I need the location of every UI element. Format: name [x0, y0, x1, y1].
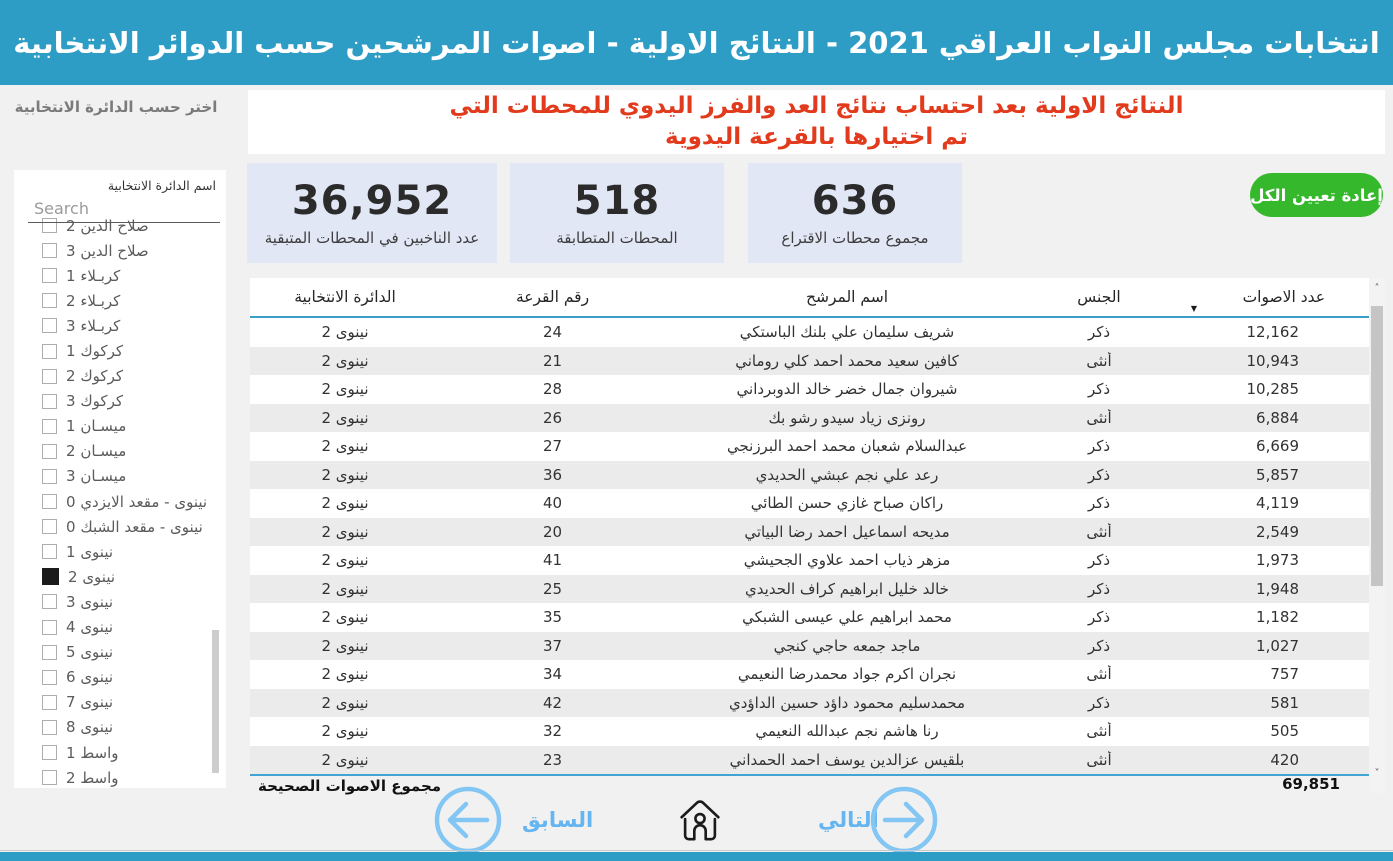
table-cell: نينوى 2: [321, 437, 369, 456]
table-row[interactable]: [250, 546, 1369, 575]
table-cell: 34: [542, 665, 563, 684]
checkbox[interactable]: [42, 268, 57, 283]
table-cell: أنثى: [1086, 665, 1112, 684]
slicer-item[interactable]: [14, 640, 226, 665]
table-cell: ذكر: [1087, 323, 1111, 342]
slicer-item-label: ميسـان 1: [66, 417, 127, 436]
next-page-button[interactable]: [868, 784, 940, 856]
district-slicer: [14, 170, 226, 788]
table-cell: نينوى 2: [321, 323, 369, 342]
table-cell: 32: [542, 722, 563, 741]
total-votes-value: 69,851: [1282, 775, 1340, 793]
table-cell: 25: [542, 579, 563, 598]
table-row[interactable]: [250, 347, 1369, 376]
table-cell: بلقيس عزالدين يوسف احمد الحمداني: [729, 750, 965, 769]
slicer-item-label: واسط 2: [66, 768, 119, 787]
slicer-item[interactable]: [14, 690, 226, 715]
col-header-candidate[interactable]: اسم المرشح: [805, 288, 889, 306]
table-cell: ذكر: [1087, 579, 1111, 598]
checkbox-checked[interactable]: [42, 568, 59, 585]
checkbox[interactable]: [42, 770, 57, 785]
table-cell: أنثى: [1086, 408, 1112, 427]
slicer-item[interactable]: [14, 489, 226, 514]
table-cell: 1,027: [1256, 636, 1299, 655]
table-cell: 10,943: [1246, 351, 1299, 370]
table-cell: نينوى 2: [321, 579, 369, 598]
table-cell: 20: [542, 522, 563, 541]
subtitle-text: النتائج الاولية بعد احتساب نتائج العد والفرز اليدوي للمحطات التي تم اختيارها بالقرعة اليدوية: [449, 92, 1184, 150]
kpi-label: مجموع محطات الاقتراع: [781, 228, 929, 247]
checkbox[interactable]: [42, 444, 57, 459]
col-header-gender[interactable]: الجنس: [1077, 288, 1121, 306]
table-cell: 36: [542, 465, 563, 484]
kpi-matching-stations: [510, 163, 724, 263]
slicer-search[interactable]: [28, 195, 220, 223]
checkbox[interactable]: [42, 544, 57, 559]
table-cell: رنا هاشم نجم عبدالله النعيمي: [755, 722, 939, 741]
table-cell: 35: [542, 608, 563, 627]
table-scrollbar-thumb[interactable]: [1371, 306, 1383, 586]
slicer-item[interactable]: [14, 439, 226, 464]
table-cell: 23: [542, 750, 563, 769]
arrow-right-icon: [885, 804, 922, 836]
sort-descending-icon[interactable]: ▼: [1190, 304, 1197, 313]
slicer-item-label: كربـلاء 1: [66, 266, 121, 285]
checkbox[interactable]: [42, 344, 57, 359]
table-scrollbar[interactable]: [1369, 278, 1385, 793]
checkbox[interactable]: [42, 645, 57, 660]
table-cell: نينوى 2: [321, 722, 369, 741]
slicer-item[interactable]: [14, 414, 226, 439]
table-cell: 10,285: [1246, 380, 1299, 399]
checkbox[interactable]: [42, 243, 57, 258]
slicer-item-label: كربـلاء 2: [66, 291, 121, 310]
slicer-item[interactable]: [14, 364, 226, 389]
table-cell: ذكر: [1087, 494, 1111, 513]
table-cell: 24: [542, 323, 563, 342]
table-cell: ذكر: [1087, 608, 1111, 627]
kpi-value: 636: [811, 177, 899, 224]
table-cell: 28: [542, 380, 563, 399]
page-title: انتخابات مجلس النواب العراقي 2021 - النتائج الاولية - اصوات المرشحين حسب الدوائر الانتخابية: [13, 25, 1380, 60]
slicer-item[interactable]: [14, 288, 226, 313]
table-cell: نينوى 2: [321, 465, 369, 484]
slicer-item[interactable]: [14, 715, 226, 740]
slicer-item-label: كركوك 2: [66, 367, 123, 386]
table-row[interactable]: [250, 461, 1369, 490]
table-row[interactable]: [250, 375, 1369, 404]
slicer-item-label: نينوى 1: [66, 542, 114, 561]
table-row[interactable]: [250, 489, 1369, 518]
slicer-item-label: نينوى 2: [68, 567, 116, 586]
kpi-value: 36,952: [291, 177, 453, 224]
table-cell: خالد خليل ابراهيم كراف الحديدي: [745, 579, 949, 598]
slicer-item[interactable]: [14, 765, 226, 788]
total-votes-label: مجموع الاصوات الصحيحة: [258, 777, 442, 795]
kpi-label: عدد الناخبين في المحطات المتبقية: [264, 228, 480, 247]
slicer-item-label: صلاح الدين 2: [66, 216, 149, 235]
table-header-row: [250, 278, 1369, 318]
table-cell: 41: [542, 551, 563, 570]
table-cell: ذكر: [1087, 636, 1111, 655]
table-cell: شريف سليمان علي بلنك الباستكي: [739, 323, 955, 342]
table-cell: نينوى 2: [321, 522, 369, 541]
slicer-item[interactable]: [14, 389, 226, 414]
table-cell: 581: [1270, 693, 1299, 712]
prev-page-label[interactable]: السابق: [522, 808, 594, 832]
table-cell: أنثى: [1086, 522, 1112, 541]
table-cell: مزهر ذياب احمد علاوي الجحيشي: [743, 551, 951, 570]
table-row[interactable]: [250, 632, 1369, 661]
table-cell: 12,162: [1246, 323, 1299, 342]
subtitle-panel: [248, 90, 1385, 154]
slicer-item-label: نينوى - مقعد الايزدي 0: [66, 492, 208, 511]
slicer-item-label: نينوى 6: [66, 668, 114, 687]
table-cell: نجران اكرم جواد محمدرضا النعيمي: [737, 665, 957, 684]
table-row[interactable]: [250, 575, 1369, 604]
slicer-item-label: ميسـان 2: [66, 442, 127, 461]
table-cell: رعد علي نجم عبشي الحديدي: [755, 465, 939, 484]
table-row[interactable]: [250, 717, 1369, 746]
table-body: [250, 318, 1369, 774]
table-cell: 26: [542, 408, 563, 427]
results-table: [250, 278, 1369, 776]
table-cell: نينوى 2: [321, 551, 369, 570]
checkbox[interactable]: [42, 720, 57, 735]
slicer-item-label: واسط 1: [66, 743, 119, 762]
table-cell: 2,549: [1256, 522, 1299, 541]
table-row[interactable]: [250, 746, 1369, 775]
slicer-item-label: ميسـان 3: [66, 467, 127, 486]
checkbox[interactable]: [42, 519, 57, 534]
table-cell: 40: [542, 494, 563, 513]
table-cell: كافين سعيد محمد احمد كلي روماني: [735, 351, 959, 370]
home-icon: [682, 802, 719, 840]
table-cell: نينوى 2: [321, 608, 369, 627]
table-cell: نينوى 2: [321, 665, 369, 684]
slicer-item[interactable]: [14, 238, 226, 263]
slicer-item-label: كركوك 1: [66, 342, 123, 361]
slicer-item[interactable]: [14, 338, 226, 363]
table-row[interactable]: [250, 660, 1369, 689]
slicer-item-label: نينوى 4: [66, 618, 114, 637]
checkbox[interactable]: [42, 695, 57, 710]
slicer-item[interactable]: [14, 263, 226, 288]
table-cell: 1,182: [1256, 608, 1299, 627]
checkbox[interactable]: [42, 369, 57, 384]
table-cell: نينوى 2: [321, 750, 369, 769]
table-row[interactable]: [250, 318, 1369, 347]
slicer-item-label: كربـلاء 3: [66, 316, 121, 335]
table-cell: ذكر: [1087, 380, 1111, 399]
slicer-item[interactable]: [14, 539, 226, 564]
search-input[interactable]: [34, 199, 226, 218]
table-cell: ذكر: [1087, 551, 1111, 570]
slicer-item[interactable]: [14, 589, 226, 614]
slicer-scrollbar-thumb[interactable]: [212, 630, 219, 773]
table-cell: نينوى 2: [321, 636, 369, 655]
slicer-item-label: نينوى - مقعد الشبك 0: [66, 517, 203, 536]
table-cell: 21: [542, 351, 563, 370]
table-cell: نينوى 2: [321, 693, 369, 712]
table-cell: ذكر: [1087, 437, 1111, 456]
table-cell: رونزى زياد سيدو رشو بك: [768, 408, 926, 427]
checkbox[interactable]: [42, 745, 57, 760]
slicer-item-label: صلاح الدين 3: [66, 241, 149, 260]
slicer-item[interactable]: [14, 740, 226, 765]
table-cell: 1,973: [1256, 551, 1299, 570]
table-cell: 5,857: [1256, 465, 1299, 484]
chevron-down-icon[interactable]: ˅: [1374, 768, 1380, 779]
table-row[interactable]: [250, 432, 1369, 461]
checkbox[interactable]: [42, 620, 57, 635]
slicer-item-label: نينوى 5: [66, 643, 114, 662]
slicer-field-label: اسم الدائرة الانتخابية: [107, 178, 216, 193]
checkbox[interactable]: [42, 494, 57, 509]
district-slicer-list: [14, 213, 226, 788]
app-header: [0, 0, 1393, 85]
table-cell: 1,948: [1256, 579, 1299, 598]
table-cell: نينوى 2: [321, 494, 369, 513]
slicer-item[interactable]: [14, 665, 226, 690]
table-cell: ذكر: [1087, 693, 1111, 712]
prev-page-button[interactable]: [432, 784, 504, 856]
table-cell: نينوى 2: [321, 351, 369, 370]
home-button[interactable]: [672, 789, 728, 849]
table-cell: ماجد جمعه حاجي كنجي: [773, 636, 921, 655]
table-cell: مديحه اسماعيل احمد رضا البياتي: [744, 522, 950, 541]
checkbox[interactable]: [42, 469, 57, 484]
checkbox[interactable]: [42, 394, 57, 409]
table-cell: محمدسليم محمود داؤد حسين الداؤدي: [728, 693, 965, 712]
table-cell: أنثى: [1086, 750, 1112, 769]
checkbox[interactable]: [42, 318, 57, 333]
table-cell: 505: [1270, 722, 1299, 741]
checkbox[interactable]: [42, 670, 57, 685]
table-cell: 27: [542, 437, 563, 456]
table-row[interactable]: [250, 404, 1369, 433]
table-cell: نينوى 2: [321, 380, 369, 399]
checkbox[interactable]: [42, 594, 57, 609]
reset-all-button[interactable]: إعادة تعيين الكل: [1250, 173, 1383, 217]
table-cell: 4,119: [1256, 494, 1299, 513]
checkbox[interactable]: [42, 419, 57, 434]
kpi-label: المحطات المتطابقة: [556, 228, 678, 247]
arrow-left-icon: [450, 804, 487, 836]
slicer-item[interactable]: [14, 615, 226, 640]
slicer-item-label: نينوى 7: [66, 693, 114, 712]
table-row[interactable]: [250, 603, 1369, 632]
footer-bar: [0, 852, 1393, 861]
slicer-item[interactable]: [14, 464, 226, 489]
slicer-item-label: نينوى 8: [66, 718, 114, 737]
slicer-item[interactable]: [14, 313, 226, 338]
table-cell: أنثى: [1086, 722, 1112, 741]
table-row[interactable]: [250, 689, 1369, 718]
table-cell: ذكر: [1087, 465, 1111, 484]
kpi-total-stations: [748, 163, 962, 263]
table-cell: شيروان جمال خضر خالد الدوبرداني: [736, 380, 958, 399]
table-cell: أنثى: [1086, 351, 1112, 370]
col-header-votes[interactable]: عدد الاصوات: [1242, 288, 1325, 306]
col-header-lottery[interactable]: رقم القرعة: [515, 288, 590, 306]
table-cell: نينوى 2: [321, 408, 369, 427]
table-cell: 6,884: [1256, 408, 1299, 427]
table-cell: 420: [1270, 750, 1299, 769]
table-cell: 6,669: [1256, 437, 1299, 456]
kpi-remaining-voters: [247, 163, 497, 263]
chevron-up-icon[interactable]: ˄: [1374, 283, 1380, 294]
slicer-title: اختر حسب الدائرة الانتخابية: [14, 98, 218, 116]
table-cell: 37: [542, 636, 563, 655]
slicer-item-label: نينوى 3: [66, 592, 114, 611]
table-cell: عبدالسلام شعبان محمد احمد البرزنجي: [726, 437, 968, 456]
table-cell: 757: [1270, 665, 1299, 684]
table-cell: 42: [542, 693, 563, 712]
col-header-district[interactable]: الدائرة الانتخابية: [294, 288, 396, 306]
table-row[interactable]: [250, 518, 1369, 547]
table-cell: محمد ابراهيم علي عيسى الشبكي: [742, 608, 952, 627]
slicer-item-label: كركوك 3: [66, 392, 123, 411]
table-cell: راكان صباح غازي حسن الطائي: [750, 494, 944, 513]
slicer-item[interactable]: [14, 514, 226, 539]
next-page-label[interactable]: التالي: [818, 808, 879, 832]
kpi-value: 518: [573, 177, 661, 224]
checkbox[interactable]: [42, 293, 57, 308]
footer-divider: [0, 850, 1393, 851]
slicer-item[interactable]: [14, 564, 226, 589]
